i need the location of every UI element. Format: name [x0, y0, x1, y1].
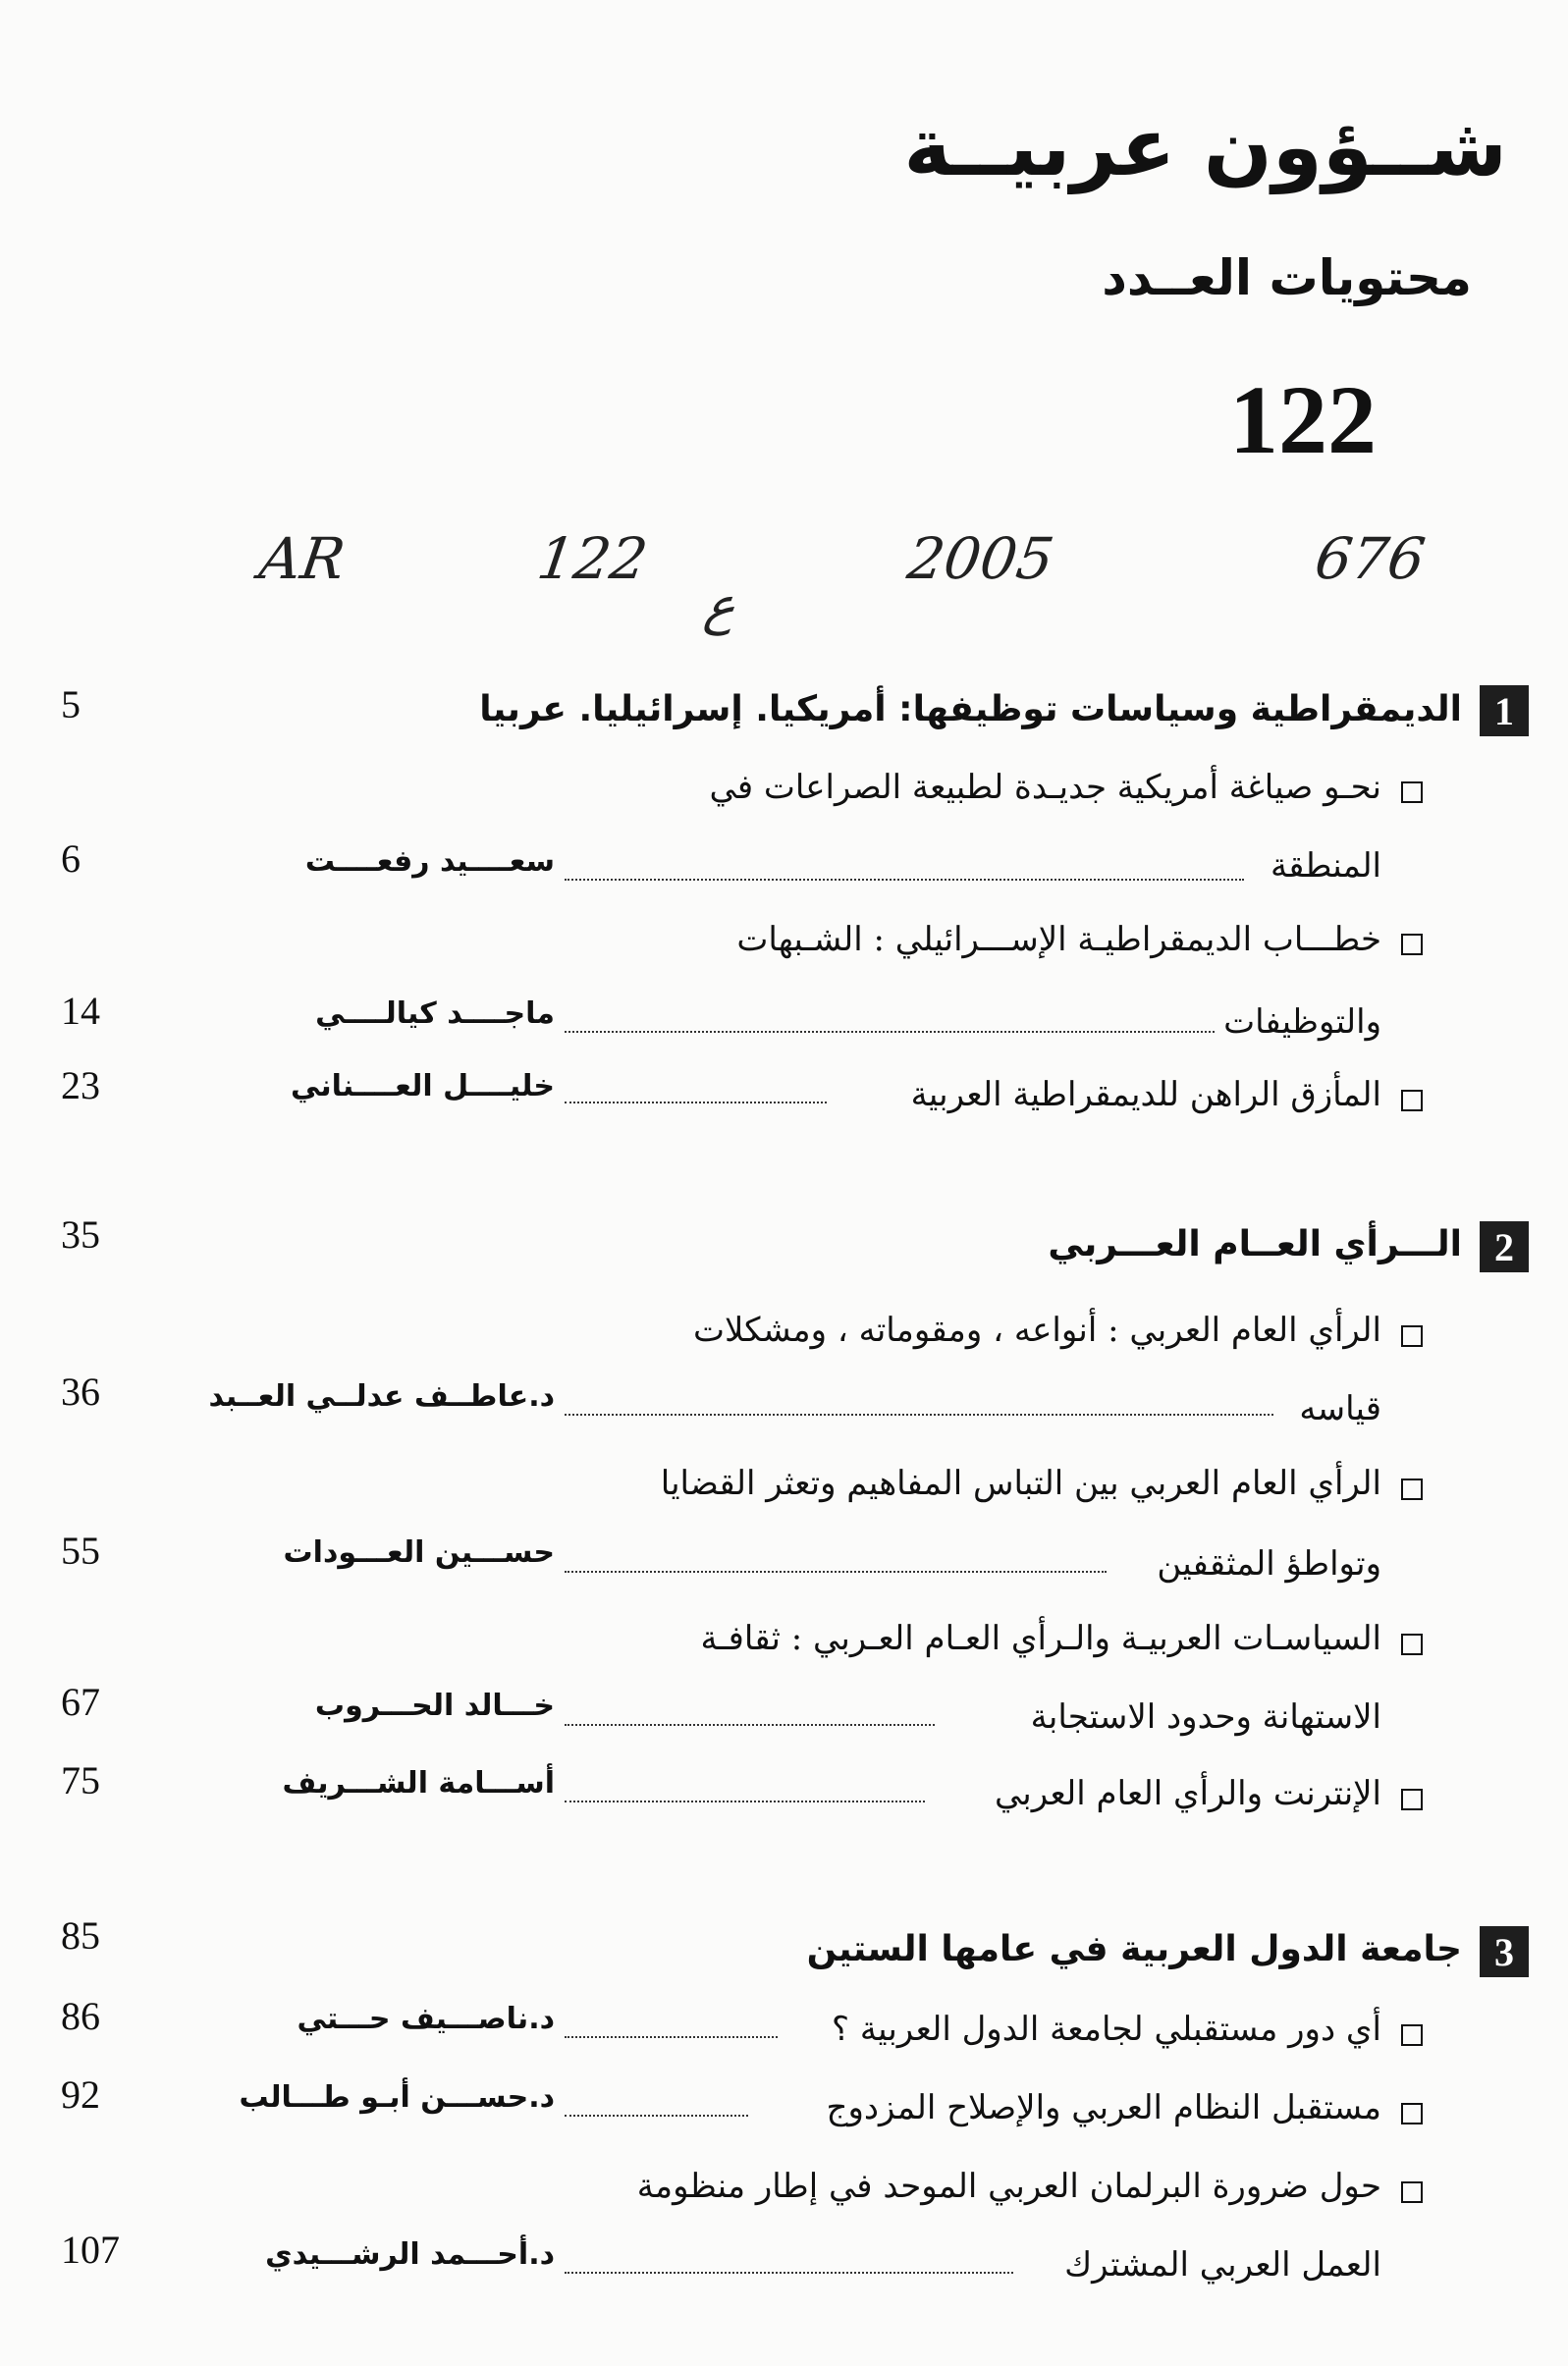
- dotted-leader: [565, 1801, 925, 1802]
- article-page: 92: [61, 2072, 100, 2117]
- article-author: حســـين العـــودات: [283, 1535, 555, 1570]
- checkbox-icon: [1401, 934, 1423, 955]
- checkbox-icon: [1401, 2181, 1423, 2203]
- section-number: 2: [1480, 1221, 1529, 1272]
- section-page: 85: [61, 1913, 100, 1958]
- section-page: 35: [61, 1212, 100, 1257]
- checkbox-icon: [1401, 1789, 1423, 1810]
- checkbox-icon: [1401, 1634, 1423, 1655]
- article-page: 107: [61, 2228, 120, 2272]
- section-number: 3: [1480, 1926, 1529, 1977]
- issue-number: 122: [1229, 365, 1377, 474]
- section-title: جامعة الدول العربية في عامها الستين: [806, 1929, 1462, 1969]
- handwritten-letter: ع: [700, 577, 740, 636]
- article-author: د.حســـن أبـو طـــالب: [239, 2080, 555, 2115]
- dotted-leader: [565, 1724, 935, 1726]
- checkbox-icon: [1401, 1325, 1423, 1347]
- dotted-leader: [565, 2115, 748, 2117]
- article-page: 86: [61, 1994, 100, 2038]
- article-title-line: نحـو صياغة أمريكية جديـدة لطبيعة الصراعات في: [709, 768, 1381, 807]
- journal-title: شــؤون عربيــة: [903, 101, 1507, 194]
- article-title-line: السياسـات العربيـة والـرأي العـام العـربي : ثقافـة: [700, 1619, 1381, 1658]
- article-title-line: العمل العربي المشترك: [1064, 2245, 1381, 2285]
- article-title-line: الاستهانة وحدود الاستجابة: [1030, 1697, 1381, 1737]
- article-title-line: وتواطؤ المثقفين: [1157, 1544, 1381, 1584]
- article-title-line: المنطقة: [1270, 846, 1381, 886]
- article-title-line: مستقبل النظام العربي والإصلاح المزدوج: [826, 2088, 1381, 2127]
- dotted-leader: [565, 879, 1244, 881]
- handwritten-number: 676: [1311, 525, 1430, 592]
- article-author: خليــــل العــــناني: [291, 1069, 555, 1103]
- article-page: 67: [61, 1680, 100, 1724]
- article-page: 23: [61, 1063, 100, 1107]
- dotted-leader: [565, 1414, 1273, 1416]
- article-title-line: المأزق الراهن للديمقراطية العربية: [910, 1075, 1381, 1114]
- checkbox-icon: [1401, 1090, 1423, 1111]
- article-title-line: الرأي العام العربي : أنواعه ، ومقوماته ، ومشكلات: [692, 1311, 1381, 1350]
- article-page: 36: [61, 1370, 100, 1414]
- dotted-leader: [565, 1571, 1107, 1573]
- article-author: د.عاطــف عدلــي العــبد: [208, 1379, 555, 1414]
- article-author: د.ناصـــيف حـــتي: [297, 2002, 555, 2036]
- checkbox-icon: [1401, 1479, 1423, 1500]
- dotted-leader: [565, 1102, 827, 1103]
- article-title-line: والتوظيفات: [1223, 1002, 1381, 1042]
- handwritten-year: 2005: [903, 525, 1058, 592]
- article-author: أســـامة الشـــريف: [282, 1766, 555, 1801]
- dotted-leader: [565, 1031, 1215, 1033]
- article-title-line: خطـــاب الديمقراطيـة الإســـرائيلي : الشـبهات: [736, 920, 1381, 959]
- section-title: الـــرأي العــام العـــربي: [1048, 1224, 1462, 1264]
- article-page: 14: [61, 989, 100, 1033]
- article-author: د.أحـــمد الرشـــيدي: [265, 2237, 555, 2272]
- article-title-line: قياسه: [1299, 1389, 1381, 1428]
- checkbox-icon: [1401, 781, 1423, 803]
- article-title-line: الإنترنت والرأي العام العربي: [994, 1774, 1381, 1813]
- article-author: سعــــيد رفعــــت: [304, 844, 555, 879]
- section-title: الديمقراطية وسياسات توظيفها: أمريكيا. إسرائيليا. عربيا: [479, 689, 1462, 729]
- dotted-leader: [565, 2036, 778, 2038]
- article-page: 55: [61, 1529, 100, 1573]
- section-page: 5: [61, 682, 81, 726]
- article-author: خـــالد الحـــروب: [314, 1689, 555, 1723]
- article-title-line: حول ضرورة البرلمان العربي الموحد في إطار منظومة: [636, 2167, 1381, 2206]
- dotted-leader: [565, 2272, 1013, 2274]
- article-author: ماجــــد كيالــــي: [315, 996, 555, 1031]
- section-number: 1: [1480, 685, 1529, 736]
- checkbox-icon: [1401, 2103, 1423, 2124]
- handwritten-issue: 122: [533, 525, 652, 592]
- article-page: 75: [61, 1758, 100, 1802]
- article-title-line: الرأي العام العربي بين التباس المفاهيم وتعثر القضايا: [660, 1464, 1381, 1503]
- handwritten-code: AR: [255, 525, 350, 592]
- issue-label: محتويات العــدد: [1102, 249, 1472, 306]
- article-title-line: أي دور مستقبلي لجامعة الدول العربية ؟: [832, 2010, 1381, 2049]
- checkbox-icon: [1401, 2024, 1423, 2046]
- article-page: 6: [61, 836, 81, 881]
